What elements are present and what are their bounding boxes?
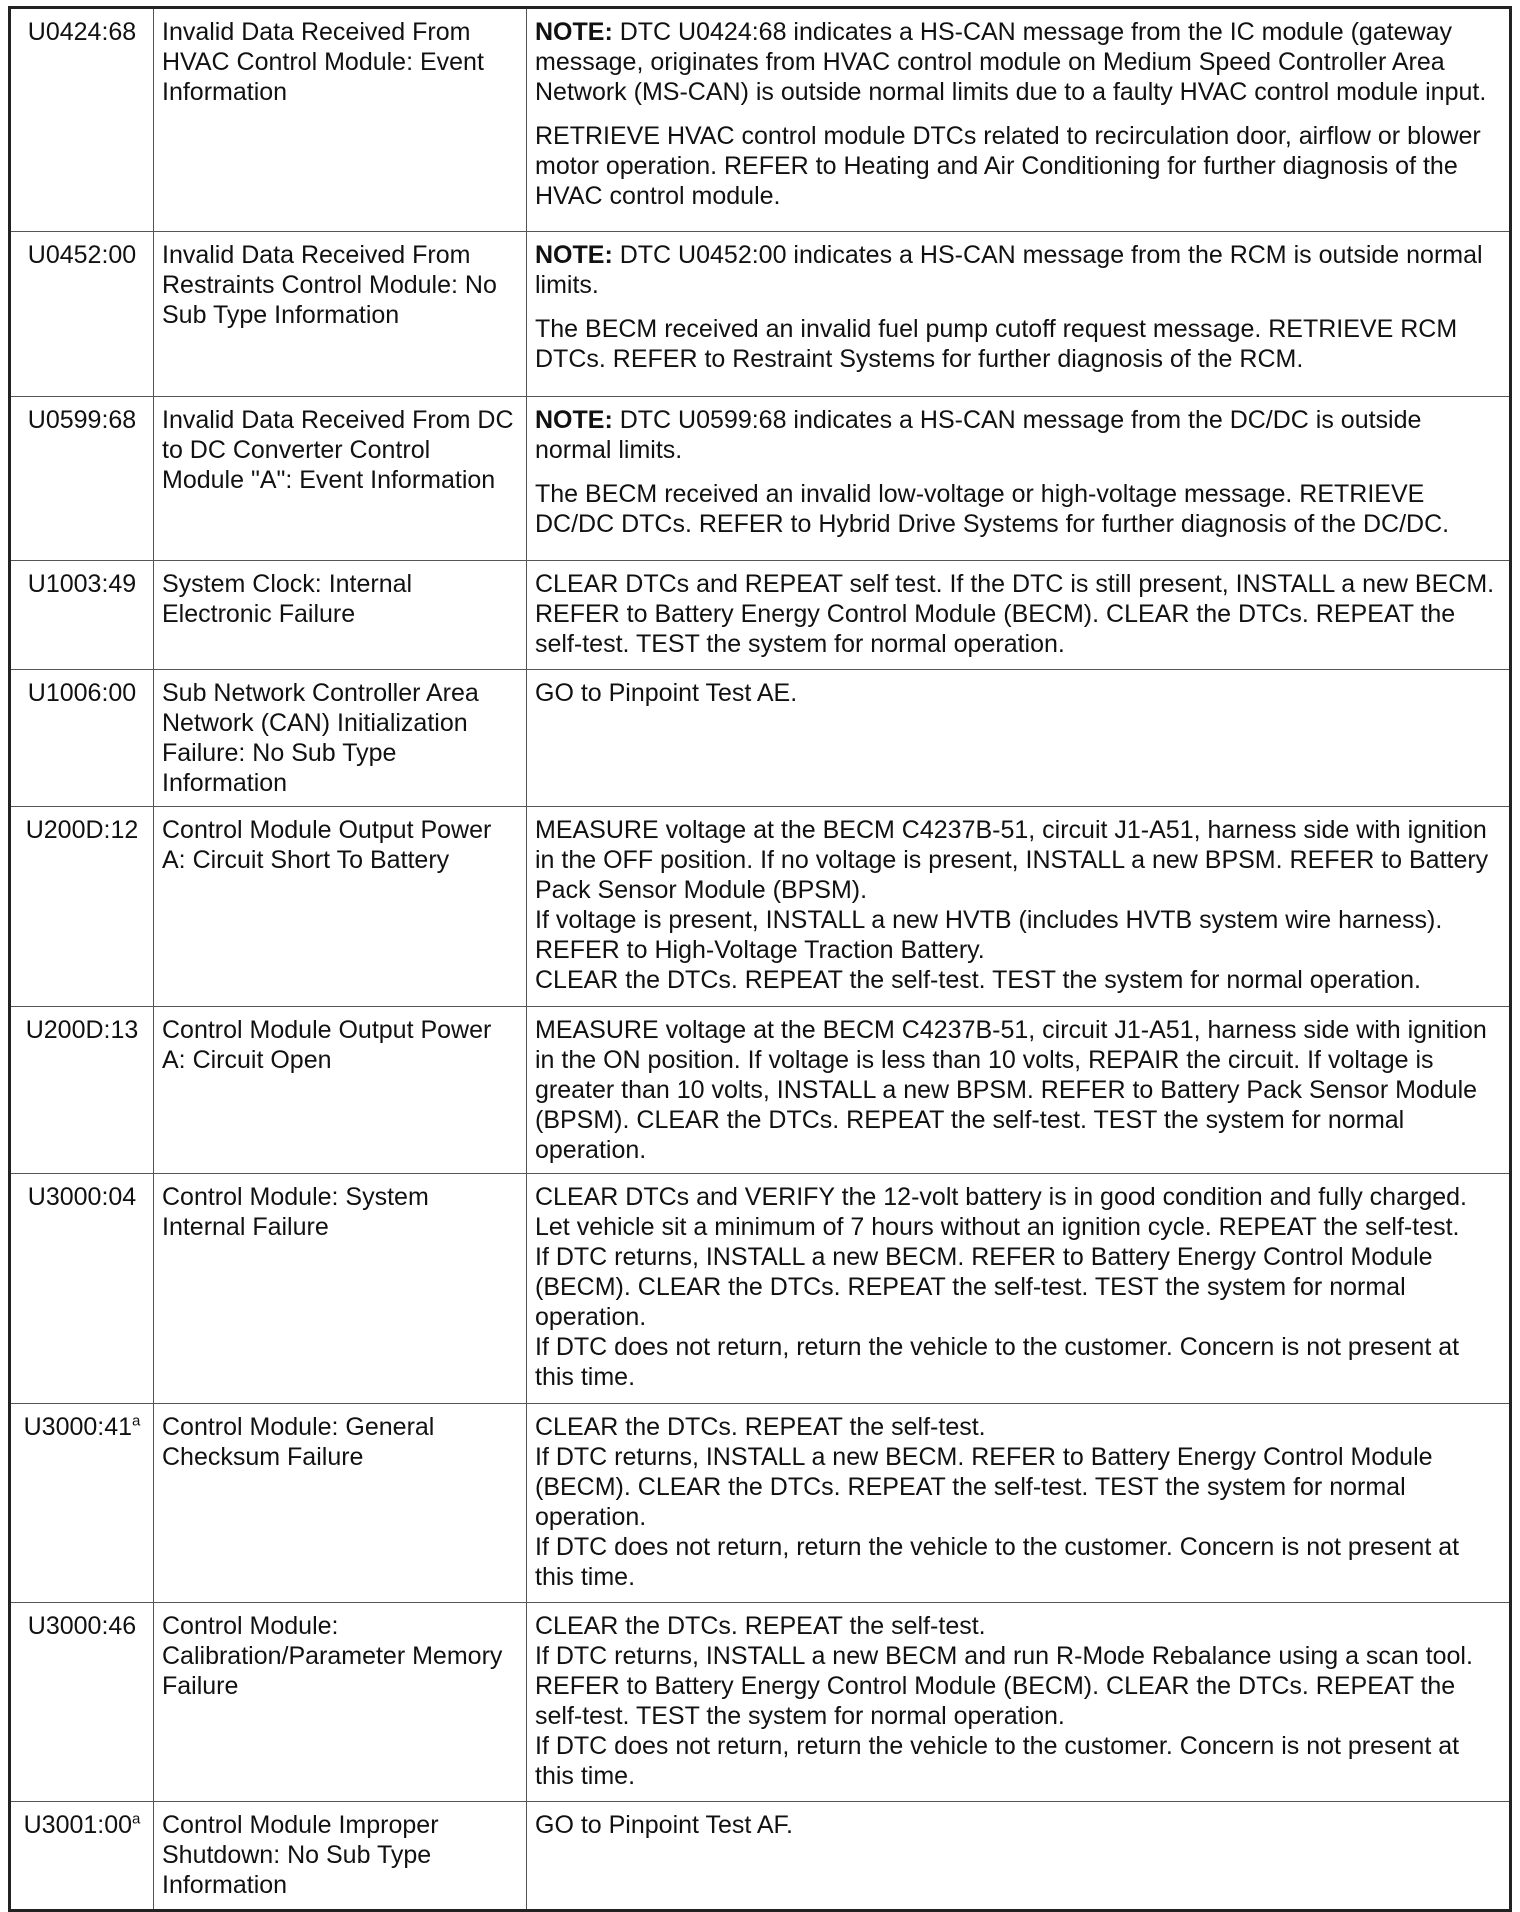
action-line: If DTC does not return, return the vehicle to the customer. Concern is not present at this time.	[535, 1533, 1460, 1591]
dtc-description: Invalid Data Received From DC to DC Converter Control Module "A": Event Information	[154, 397, 527, 561]
action-line: CLEAR DTCs and REPEAT self test. If the DTC is still present, INSTALL a new BECM. REFER to Battery Energy Control Module (BECM). CLEAR the DTCs. REPEAT the self-test. TEST the system for normal operation.	[535, 570, 1495, 658]
action-line: CLEAR the DTCs. REPEAT the self-test. TEST the system for normal operation.	[535, 966, 1421, 994]
action-line: If DTC returns, INSTALL a new BECM. REFER to Battery Energy Control Module (BECM). CLEAR the DTCs. REPEAT the self-test. TEST the system for normal operation.	[535, 1443, 1433, 1531]
note-paragraph	[535, 405, 1501, 465]
note-label: NOTE:	[535, 406, 613, 434]
action-line: Let vehicle sit a minimum of 7 hours without an ignition cycle. REPEAT the self-test.	[535, 1213, 1460, 1241]
dtc-code: U0424:68	[10, 8, 154, 232]
action-line: If DTC does not return, return the vehicle to the customer. Concern is not present at this time.	[535, 1333, 1460, 1391]
dtc-code: U0599:68	[10, 397, 154, 561]
dtc-action	[527, 397, 1511, 561]
action-paragraph: RETRIEVE HVAC control module DTCs related to recirculation door, airflow or blower motor operation. REFER to Heating and Air Conditioning for further diagnosis of the HVAC control module.	[535, 122, 1481, 210]
table-row	[10, 1007, 1511, 1174]
note-label: NOTE:	[535, 18, 613, 46]
dtc-description: Control Module: General Checksum Failure	[154, 1404, 527, 1603]
dtc-code: U1003:49	[10, 561, 154, 670]
dtc-description: Control Module Output Power A: Circuit Open	[154, 1007, 527, 1174]
action-line: GO to Pinpoint Test AF.	[535, 1811, 794, 1839]
dtc-code: U3000:41$^a$	[10, 1404, 154, 1603]
action-line: GO to Pinpoint Test AE.	[535, 679, 798, 707]
dtc-code: U3001:00$^a$	[10, 1802, 154, 1911]
footnote-marker: a	[132, 1810, 141, 1828]
action-line: If voltage is present, INSTALL a new HVTB (includes HVTB system wire harness). REFER to High-Voltage Traction Battery.	[535, 906, 1443, 964]
action-line: If DTC does not return, return the vehicle to the customer. Concern is not present at this time.	[535, 1732, 1460, 1790]
dtc-description: Control Module: System Internal Failure	[154, 1174, 527, 1404]
note-text: DTC U0599:68 indicates a HS-CAN message from the DC/DC is outside normal limits.	[535, 406, 1422, 464]
dtc-code: U3000:46	[10, 1603, 154, 1802]
table-row	[10, 232, 1511, 397]
dtc-action	[527, 232, 1511, 397]
table-row	[10, 397, 1511, 561]
action-line: If DTC returns, INSTALL a new BECM. REFER to Battery Energy Control Module (BECM). CLEAR the DTCs. REPEAT the self-test. TEST the system for normal operation.	[535, 1243, 1433, 1331]
dtc-code: U3000:04	[10, 1174, 154, 1404]
dtc-description: Sub Network Controller Area Network (CAN) Initialization Failure: No Sub Type Information	[154, 670, 527, 807]
dtc-action	[527, 561, 1511, 670]
action-paragraph: The BECM received an invalid fuel pump cutoff request message. RETRIEVE RCM DTCs. REFER to Restraint Systems for further diagnosis of the RCM.	[535, 315, 1458, 373]
dtc-action	[527, 1802, 1511, 1911]
dtc-description: Control Module Output Power A: Circuit Short To Battery	[154, 807, 527, 1007]
dtc-action	[527, 1007, 1511, 1174]
table-row	[10, 561, 1511, 670]
note-text: DTC U0452:00 indicates a HS-CAN message from the RCM is outside normal limits.	[535, 241, 1483, 299]
dtc-table	[8, 6, 1512, 1912]
action-paragraph: The BECM received an invalid low-voltage or high-voltage message. RETRIEVE DC/DC DTCs. REFER to Hybrid Drive Systems for further diagnosis of the DC/DC.	[535, 480, 1450, 538]
table-row	[10, 670, 1511, 807]
dtc-action	[527, 1404, 1511, 1603]
table-row	[10, 1404, 1511, 1603]
dtc-code: U1006:00	[10, 670, 154, 807]
dtc-description: Control Module: Calibration/Parameter Memory Failure	[154, 1603, 527, 1802]
dtc-description: Control Module Improper Shutdown: No Sub Type Information	[154, 1802, 527, 1911]
table-row	[10, 1174, 1511, 1404]
dtc-action	[527, 1174, 1511, 1404]
action-line: CLEAR the DTCs. REPEAT the self-test.	[535, 1612, 986, 1640]
table-row	[10, 1603, 1511, 1802]
table-row	[10, 8, 1511, 232]
dtc-description: System Clock: Internal Electronic Failure	[154, 561, 527, 670]
action-line: If DTC returns, INSTALL a new BECM and run R-Mode Rebalance using a scan tool. REFER to Battery Energy Control Module (BECM). CLEAR the DTCs. REPEAT the self-test. TEST the system for normal operation.	[535, 1642, 1473, 1730]
table-row	[10, 1802, 1511, 1911]
note-paragraph	[535, 240, 1501, 300]
note-label: NOTE:	[535, 241, 613, 269]
dtc-description: Invalid Data Received From HVAC Control Module: Event Information	[154, 8, 527, 232]
dtc-action	[527, 1603, 1511, 1802]
dtc-code: U200D:13	[10, 1007, 154, 1174]
dtc-action	[527, 807, 1511, 1007]
action-line: CLEAR DTCs and VERIFY the 12-volt battery is in good condition and fully charged.	[535, 1183, 1467, 1211]
action-line: MEASURE voltage at the BECM C4237B-51, circuit J1-A51, harness side with ignition in the OFF position. If no voltage is present, INSTALL a new BPSM. REFER to Battery Pack Sensor Module (BPSM).	[535, 816, 1489, 904]
note-paragraph	[535, 17, 1501, 107]
dtc-action	[527, 8, 1511, 232]
dtc-code: U0452:00	[10, 232, 154, 397]
dtc-action	[527, 670, 1511, 807]
action-line: MEASURE voltage at the BECM C4237B-51, circuit J1-A51, harness side with ignition in the ON position. If voltage is less than 10 volts, REPAIR the circuit. If voltage is greater than 10 volts, INSTALL a new BPSM. REFER to Battery Pack Sensor Module (BPSM). CLEAR the DTCs. REPEAT the self-test. TEST the system for normal operation.	[535, 1016, 1487, 1164]
footnote-marker: a	[132, 1412, 141, 1430]
table-row	[10, 807, 1511, 1007]
note-text: DTC U0424:68 indicates a HS-CAN message from the IC module (gateway message, originates from HVAC control module on Medium Speed Controller Area Network (MS-CAN) is outside normal limits due to a faulty HVAC control module input.	[535, 18, 1487, 106]
dtc-code: U200D:12	[10, 807, 154, 1007]
dtc-description: Invalid Data Received From Restraints Control Module: No Sub Type Information	[154, 232, 527, 397]
action-line: CLEAR the DTCs. REPEAT the self-test.	[535, 1413, 986, 1441]
